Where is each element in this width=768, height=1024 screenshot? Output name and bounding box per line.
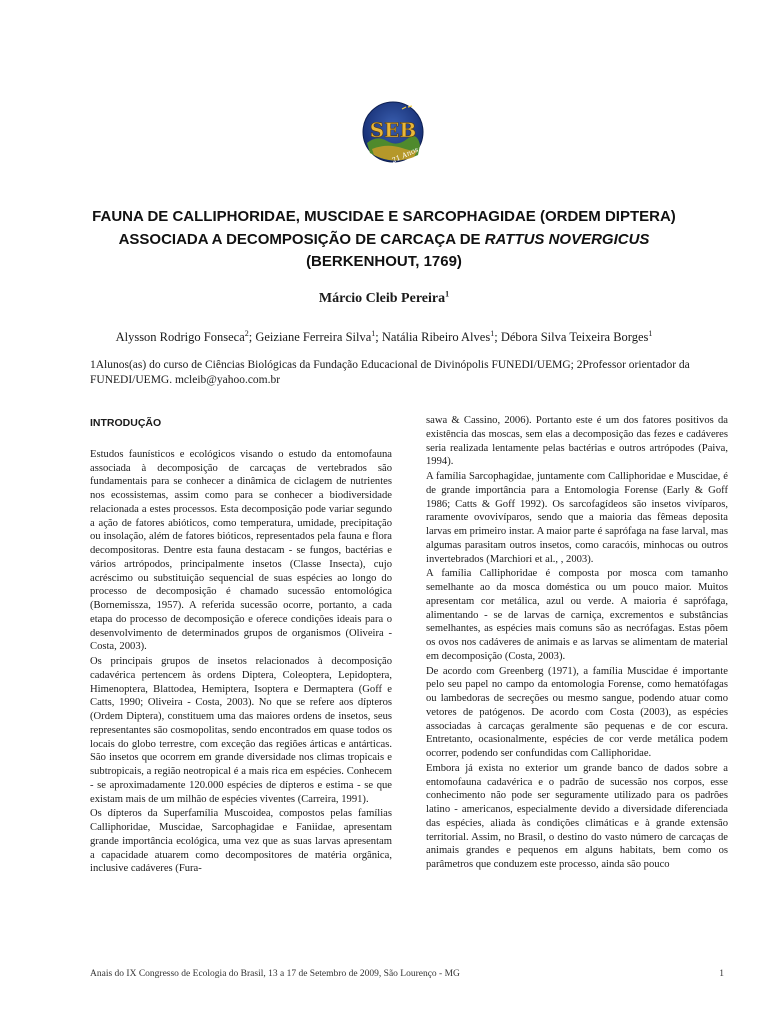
title-line-2-text: ASSOCIADA A DECOMPOSIÇÃO DE CARCAÇA DE	[118, 230, 485, 248]
svg-text:SEB: SEB	[369, 118, 417, 142]
page-footer	[90, 969, 724, 979]
title-line-2	[40, 229, 728, 252]
paragraph: Estudos faunísticos e ecológicos visando o estudo da entomofauna associada à decomposição de carcaças de vertebrados são fundamentais para se conhecer a dinâmica de ciclagem de nutrientes nos ecossistemas, assim como para se conhecer a biodiversidade relacionada a estes processos. Esta decomposição pode variar segundo a ação de fatores abióticos, como temperatura, umidade, precipitação ou insolação, além de fatores bióticos, representados pela fauna e flora decompositoras. Dentre esta fauna destacam - se fungos, bactérias e vários artrópodos, principalmente insetos (Classe Insecta), cujo acréscimo ou substituição sequencial de suas espécies ao longo do processo de decomposição é chamado sucessão entomológica (Bornemissza, 1957). A referida sucessão ocorre, portanto, a cada etapa do processo de decomposição e oferece condições ideais para o desenvolvimento de determinados grupos de organismos (Oliveira - Costa, 2003).	[90, 448, 392, 653]
title-line-1: FAUNA DE CALLIPHORIDAE, MUSCIDAE E SARCOPHAGIDAE (ORDEM DIPTERA)	[92, 208, 676, 225]
coauthor-list	[0, 330, 768, 345]
paragraph: Os principais grupos de insetos relacionados à decomposição cadavérica pertencem às ordens Diptera, Coleoptera, Lepidoptera, Himenoptera, Blattodea, Hemiptera, Isoptera e Dermaptera (Goff e Catts, 1990; Oliveira - Costa, 2003). No que se refere aos dípteros (Ordem Diptera), constituem uma das maiores ordens de insetos, seus representantes são cosmopolitas, sendo encontrados em quase todos os locais do globo terrestre, com exceção das regiões árticas e antárticas. São insetos que ocorrem em grande diversidade nos climas tropicais e subtropicais, a região neotropical é a mais rica em espécies. Conhecem - se aproximadamente 120.000 espécies de dípteros e estima - se que existam mais de um milhão de espécies viventes (Carreira, 1991).	[90, 656, 392, 805]
paragraph: Os dípteros da Superfamília Muscoidea, compostos pelas famílias Calliphoridae, Muscidae, Sarcophagidae e Faniidae, apresentam grande importância ecológica, uma vez que as suas larvas apresentam a capacidade atuarem como decompositores de matéria orgânica, inclusive cadáveres (Fura-	[90, 808, 392, 875]
affiliation: 1Alunos(as) do curso de Ciências Biológicas da Fundação Educacional de Divinópolis FUNEDI/UEMG; 2Professor orientador da FUNEDI/UEMG. mcleib@yahoo.com.br	[90, 359, 690, 386]
coauthor: Débora Silva Teixeira Borges$^1$	[500, 328, 653, 344]
coauthor: Geiziane Ferreira Silva$^1$;	[255, 328, 382, 344]
coauthor: Alysson Rodrigo Fonseca$^2$;	[115, 328, 256, 344]
paragraph: De acordo com Greenberg (1971), a família Muscidae é importante pelo seu papel no campo da entomologia Forense, como hematófagas ou lambedoras de secreções ou mesmo sangue, podendo atuar como vetores de patógenos. De acordo com Costa (2003), as espécies associadas à carcaças geralmente são pequenas e de cor escura. Entretanto, ocasionalmente, espécies de cor verde metálica podem ocorrer, podendo ser confundidas com Calliphoridae.	[426, 665, 728, 759]
paragraph: A família Sarcophagidae, juntamente com Calliphoridae e Muscidae, é de grande importância para a Entomologia Forense (Early & Goff 1986; Catts & Goff 1992). Os sarcofagídeos são insetos vivíparos, raramente ovovivíparos, sendo que a maioria das fêmeas deposita larvas em primeiro instar. A maior parte é saprófaga na fase larval, mas algumas parasitam outros insetos, como caracóis, minhocas ou outros invertebrados (Marchiori et al., , 2003).	[426, 471, 728, 565]
title-line-3: (BERKENHOUT, 1769)	[306, 253, 462, 270]
main-author	[0, 291, 768, 307]
left-column	[90, 414, 392, 876]
paragraph: Embora já exista no exterior um grande banco de dados sobre a entomofauna cadavérica e o padrão de sucessão nos corpos, esse conhecimento não pode ser seguramente utilizado para os padrões latino - americanos, especialmente devido a diversidade diferenciada das espécies, aliada às condições climáticas e à grande extensão territorial. Assim, no Brasil, o destino do vasto número de carcaças de animais grandes e pequenos em alguns habitats, bem como os parâmetros que conduzem este processo, ainda são pouco	[426, 762, 728, 870]
section-heading: INTRODUÇÃO	[90, 417, 162, 429]
main-author-sup: 1	[445, 289, 450, 299]
svg-text:21 Anos: 21 Anos	[390, 145, 420, 165]
footer-text: Anais do IX Congresso de Ecologia do Brasil, 13 a 17 de Setembro de 2009, São Lourenço - MG	[90, 969, 460, 979]
coauthor: Natália Ribeiro Alves$^1$;	[381, 328, 501, 344]
main-author-name: Márcio Cleib Pereira	[318, 291, 446, 306]
seb-logo	[362, 85, 424, 179]
right-column	[426, 414, 728, 872]
species-name: RATTUS NOVERGICUS	[484, 230, 650, 248]
paragraph: A família Calliphoridae é composta por mosca com tamanho semelhante ao da mosca doméstica ou um pouco maior. Muitos apresentam cor metálica, azul ou verde. A maioria é saprófaga, alimentando - se de larvas de carniça, excrementos e substâncias semelhantes, as espécies mais comuns são as necrófagas. Estas põem os ovos nos cadáveres de animais e as larvas se alimentam de material em decomposição (Costa, 2003).	[426, 568, 728, 662]
paragraph: sawa & Cassino, 2006). Portanto este é um dos fatores positivos da existência das moscas, sem elas a decomposição das fezes e cadáveres seria realizada lentamente pelas bactérias e outros artrópodes (Paiva, 1994).	[426, 415, 728, 468]
page-number: 1	[719, 969, 724, 979]
paper-title	[40, 206, 728, 274]
